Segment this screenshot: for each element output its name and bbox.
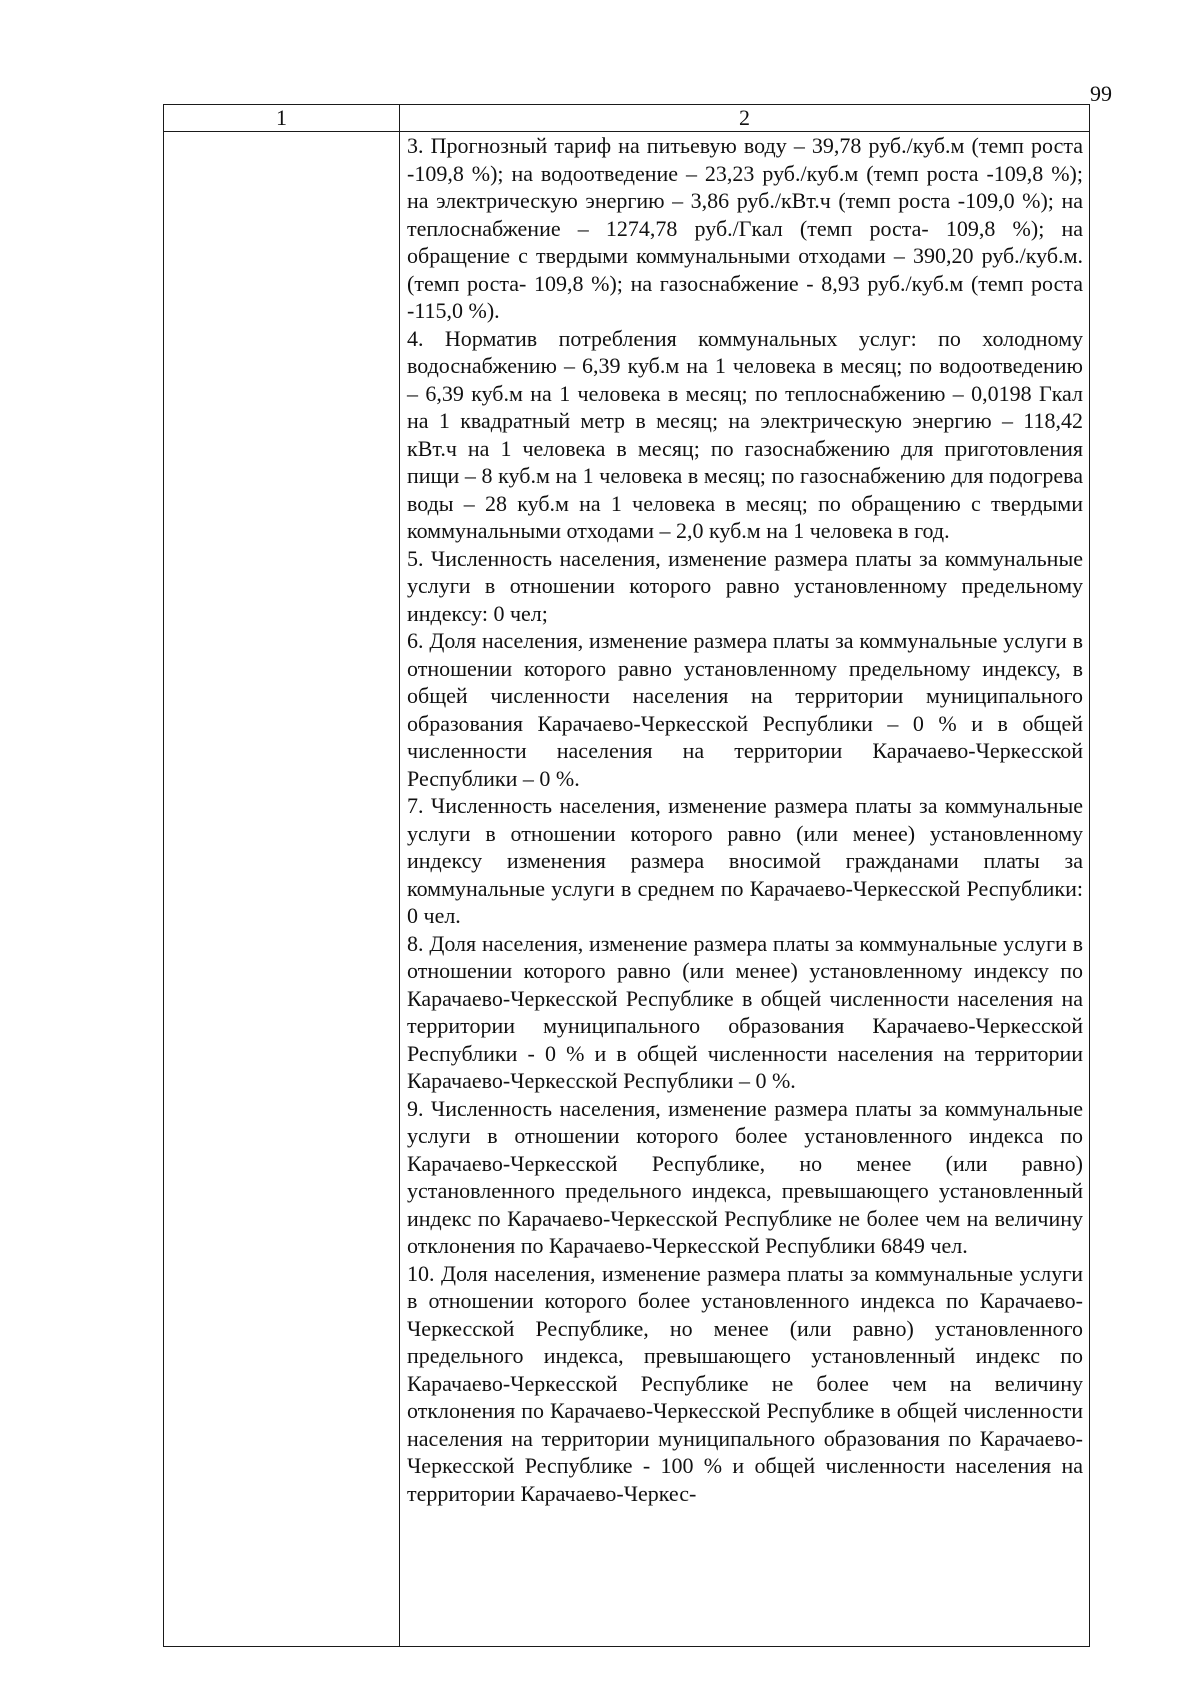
item-6-paragraph: 6. Доля населения, изменение размера платы за коммунальные услуги в отношении которого равно установленному предельному индексу, в общей численности населения на территории муниципального образования Карачаево-Черкесской Республики – 0 % и в общей численности населения на территории Карачаево-Черкесской Республики – 0 %. [407,628,1083,791]
table-header-row [164,105,1090,132]
item-4-paragraph: 4. Норматив потребления коммунальных услуг: по холодному водоснабжению – 6,39 куб.м на 1 человека в месяц; по водоотведению – 6,39 куб.м на 1 человека в месяц; по теплоснабжению – 0,0198 Гкал на 1 квадратный метр в месяц; на электрическую энергию – 118,42 кВт.ч на 1 человека в месяц; по газоснабжению для приготовления пищи – 8 куб.м на 1 человека в месяц; по газоснабжению для подогрева воды – 28 куб.м на 1 человека в месяц; по обращению с твердыми коммунальными отходами – 2,0 куб.м на 1 человека в год. [407,325,1083,543]
table-header-col-1: 1 [164,105,400,132]
document-table [163,104,1090,1647]
table-cell-col-1 [164,132,400,1647]
table-header-col-2: 2 [400,105,1090,132]
item-7-paragraph: 7. Численность населения, изменение размера платы за коммунальные услуги в отношении которого равно (или менее) установленному индексу изменения размера вносимой гражданами платы за коммунальные услуги в среднем по Карачаево-Черкесской Республики: 0 чел. [407,793,1083,928]
table-row [164,132,1090,1647]
item-5-paragraph: 5. Численность населения, изменение размера платы за коммунальные услуги в отношении которого равно установленному предельному индексу: 0 чел; [407,545,1083,626]
item-9-paragraph: 9. Численность населения, изменение размера платы за коммунальные услуги в отношении которого более установленного индекса по Карачаево-Черкесской Республике, но менее (или равно) установленного предельного индекса, превышающего установленный индекс по Карачаево-Черкесской Республике не более чем на величину отклонения по Карачаево-Черкесской Республики 6849 чел. [407,1095,1083,1258]
item-8-paragraph: 8. Доля населения, изменение размера платы за коммунальные услуги в отношении которого равно (или менее) установленному индексу по Карачаево-Черкесской Республике в общей численности населения на территории муниципального образования Карачаево-Черкесской Республики - 0 % и в общей численности населения на территории Карачаево-Черкесской Республики – 0 %. [407,930,1083,1093]
page-number: 99 [1090,81,1112,106]
item-3-paragraph: 3. Прогнозный тариф на питьевую воду – 39,78 руб./куб.м (темп роста -109,8 %); на водоотведение – 23,23 руб./куб.м (темп роста -109,8 %); на электрическую энергию – 3,86 руб./кВт.ч (темп роста -109,0 %); на теплоснабжение – 1274,78 руб./Гкал (темп роста- 109,8 %); на обращение с твердыми коммунальными отходами – 390,20 руб./куб.м. (темп роста- 109,8 %); на газоснабжение - 8,93 руб./куб.м (темп роста -115,0 %). [407,133,1083,323]
table-cell-col-2 [400,132,1090,1647]
item-10-paragraph: 10. Доля населения, изменение размера платы за коммунальные услуги в отношении которого более установленного индекса по Карачаево-Черкесской Республике, но менее (или равно) установленного предельного индекса, превышающего установленный индекс по Карачаево-Черкесской Республике не более чем на величину отклонения по Карачаево-Черкесской Республике в общей численности населения на территории муниципального образования по Карачаево-Черкесской Республике - 100 % и общей численности населения на территории Карачаево-Черкес- [407,1260,1083,1506]
